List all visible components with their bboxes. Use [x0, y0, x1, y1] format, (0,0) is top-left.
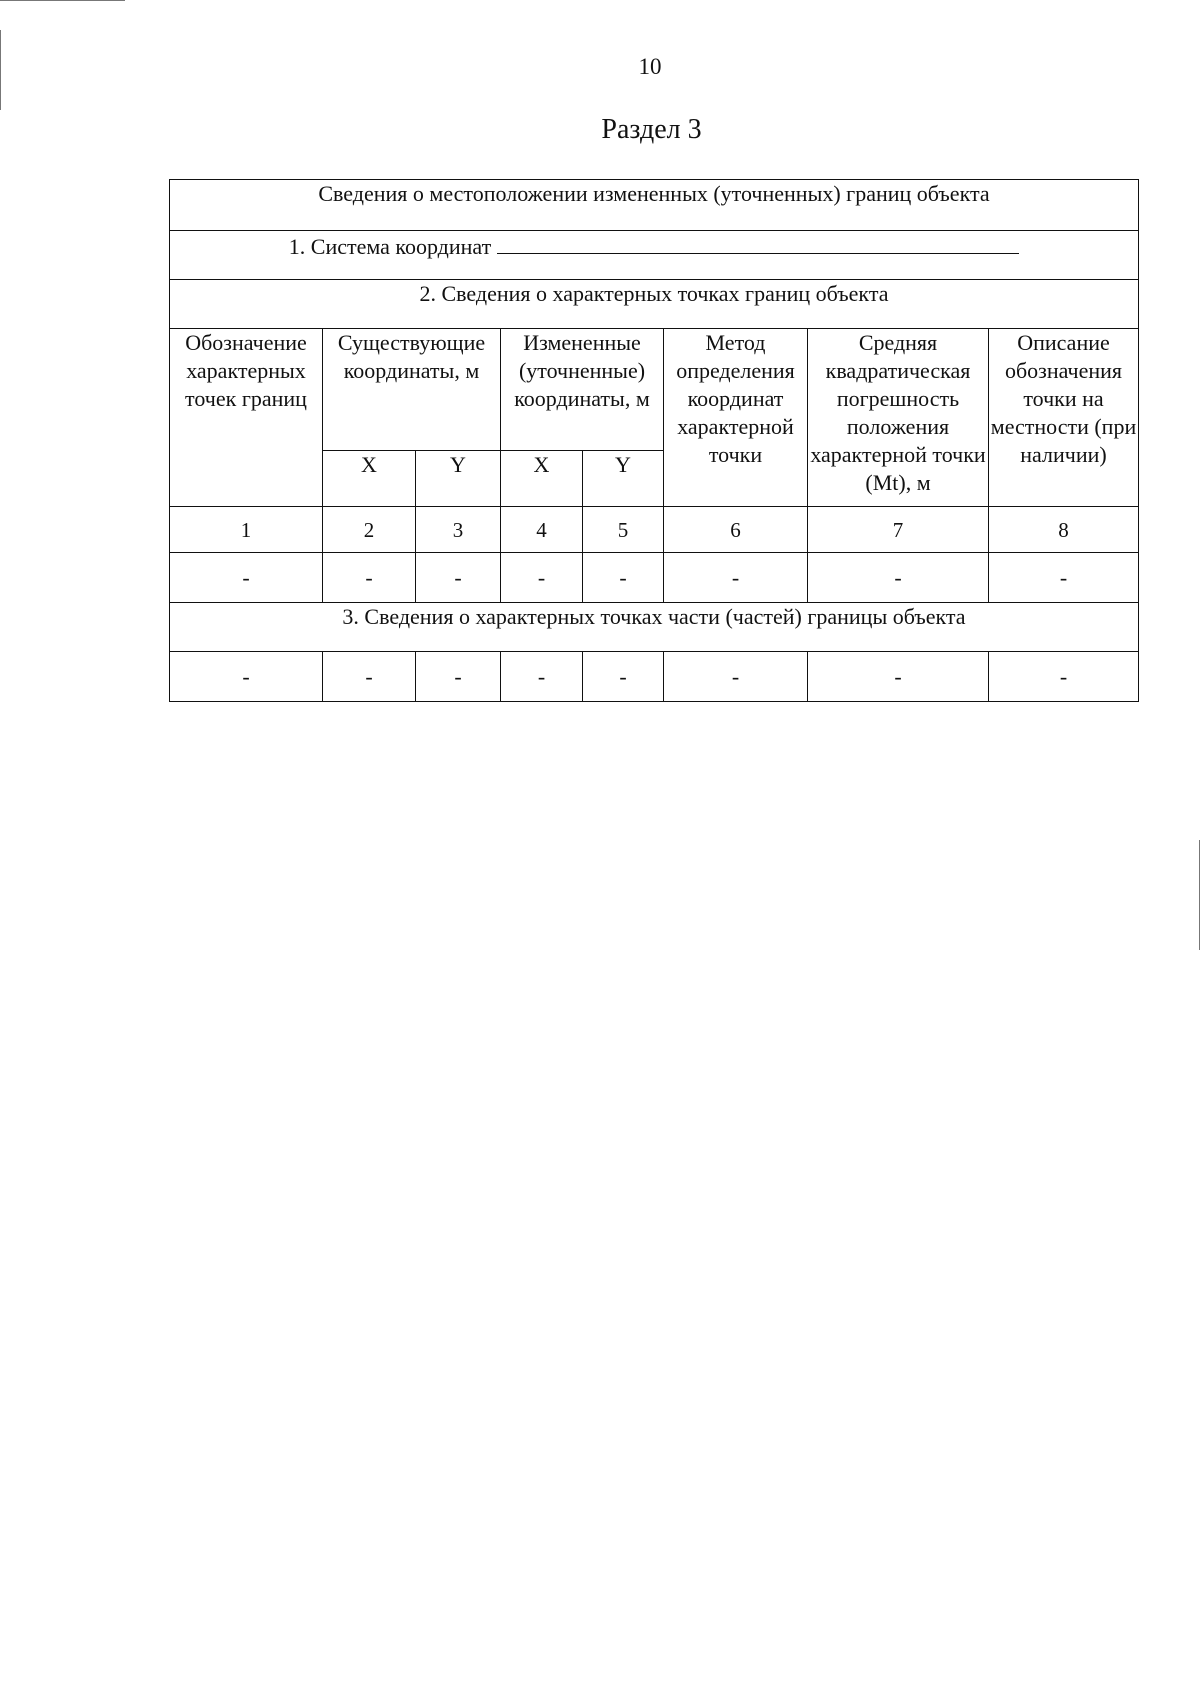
table-cell: - [808, 652, 989, 702]
header-row [170, 329, 1139, 451]
table-cell: - [416, 553, 501, 603]
header-existing-coords: Существующие координаты, м [323, 329, 501, 451]
header-existing-x: X [323, 451, 416, 507]
table-cell: - [583, 553, 664, 603]
points-data-row [170, 553, 1139, 603]
column-number-row [170, 507, 1139, 553]
table-cell: - [664, 553, 808, 603]
parts-subsection-row [170, 603, 1139, 652]
column-number: 5 [583, 507, 664, 553]
boundary-info-table [169, 179, 1139, 702]
column-number: 1 [170, 507, 323, 553]
column-number: 8 [989, 507, 1139, 553]
table-cell: - [989, 553, 1139, 603]
header-mean-error: Средняя квадратическая погрешность положения характерной точки (Mt), м [808, 329, 989, 507]
table-cell: - [808, 553, 989, 603]
table-cell: - [989, 652, 1139, 702]
table-cell: - [416, 652, 501, 702]
parts-data-row [170, 652, 1139, 702]
section-title: Раздел 3 [601, 114, 702, 145]
table-cell: - [583, 652, 664, 702]
header-description: Описание обозначения точки на местности (при наличии) [989, 329, 1139, 507]
header-method: Метод определения координат характерной точки [664, 329, 808, 507]
table-cell: - [501, 652, 583, 702]
table-cell: - [323, 652, 416, 702]
points-subsection-title: 2. Сведения о характерных точках границ объекта [170, 280, 1139, 329]
column-number: 6 [664, 507, 808, 553]
table-cell: - [170, 652, 323, 702]
table-cell: - [170, 553, 323, 603]
header-point-designation: Обозначение характерных точек границ [170, 329, 323, 507]
coord-system-cell [170, 231, 1139, 280]
header-existing-y: Y [416, 451, 501, 507]
column-number: 7 [808, 507, 989, 553]
column-number: 2 [323, 507, 416, 553]
coord-system-blank-line [497, 231, 1019, 254]
page-number: 10 [638, 54, 662, 79]
parts-subsection-title: 3. Сведения о характерных точках части (частей) границы объекта [170, 603, 1139, 652]
column-number: 3 [416, 507, 501, 553]
scan-edge-mark [0, 0, 125, 1]
header-changed-x: X [501, 451, 583, 507]
table-cell: - [664, 652, 808, 702]
coord-system-label: 1. Система координат [288, 234, 492, 259]
table-title: Сведения о местоположении измененных (уточненных) границ объекта [170, 180, 1139, 231]
column-number: 4 [501, 507, 583, 553]
header-changed-y: Y [583, 451, 664, 507]
table-title-row [170, 180, 1139, 231]
table-cell: - [501, 553, 583, 603]
header-changed-coords: Измененные (уточненные) координаты, м [501, 329, 664, 451]
coord-system-row [170, 231, 1139, 280]
table-cell: - [323, 553, 416, 603]
points-subsection-row [170, 280, 1139, 329]
